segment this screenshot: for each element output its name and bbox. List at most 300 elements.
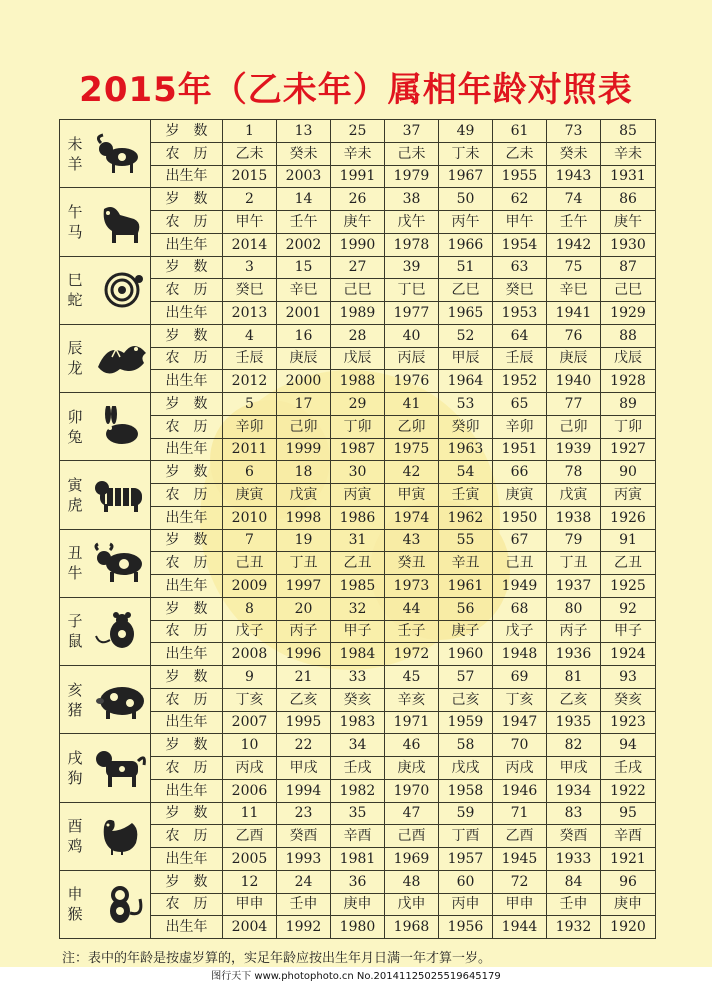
table-cell: 1959	[439, 711, 493, 734]
table-cell: 辛卯	[493, 415, 547, 438]
table-cell: 辛未	[331, 142, 385, 165]
table-cell: 1953	[493, 302, 547, 325]
table-cell: 47	[385, 802, 439, 825]
table-cell: 86	[601, 188, 656, 211]
table-cell: 37	[385, 120, 439, 143]
table-cell: 丁亥	[223, 688, 277, 711]
table-cell: 33	[331, 666, 385, 689]
zodiac-char: 狗	[67, 768, 83, 787]
table-cell: 庚寅	[493, 484, 547, 507]
row-label: 出生年	[151, 233, 223, 256]
table-cell: 1933	[547, 848, 601, 871]
table-cell: 71	[493, 802, 547, 825]
tiger-icon	[92, 474, 150, 516]
table-cell: 庚申	[601, 893, 656, 916]
table-cell: 31	[331, 529, 385, 552]
table-cell: 63	[493, 256, 547, 279]
table-cell: 39	[385, 256, 439, 279]
table-cell: 辛酉	[601, 825, 656, 848]
table-cell: 癸巳	[223, 279, 277, 302]
table-cell: 14	[277, 188, 331, 211]
table-cell: 丙午	[439, 211, 493, 234]
table-cell: 庚申	[331, 893, 385, 916]
zodiac-name	[66, 202, 84, 242]
row-label: 农 历	[151, 484, 223, 507]
table-cell: 28	[331, 324, 385, 347]
zodiac-char: 子	[67, 612, 83, 631]
table-cell: 1951	[493, 438, 547, 461]
table-cell: 2011	[223, 438, 277, 461]
table-cell: 32	[331, 597, 385, 620]
table-cell: 己丑	[493, 552, 547, 575]
table-cell: 41	[385, 393, 439, 416]
table-cell: 66	[493, 461, 547, 484]
table-cell: 43	[385, 529, 439, 552]
zodiac-name	[66, 338, 84, 378]
table-cell: 53	[439, 393, 493, 416]
row-label: 农 历	[151, 347, 223, 370]
table-cell: 1965	[439, 302, 493, 325]
table-cell: 49	[439, 120, 493, 143]
table-cell: 己亥	[439, 688, 493, 711]
table-cell: 57	[439, 666, 493, 689]
zodiac-char: 申	[67, 885, 83, 904]
zodiac-cell	[60, 597, 151, 665]
table-cell: 58	[439, 734, 493, 757]
row-label: 岁 数	[151, 597, 223, 620]
row-label: 农 历	[151, 279, 223, 302]
table-cell: 2001	[277, 302, 331, 325]
zodiac-char: 寅	[67, 475, 83, 494]
table-cell: 乙未	[493, 142, 547, 165]
table-cell: 庚辰	[547, 347, 601, 370]
zodiac-char: 鼠	[67, 632, 83, 651]
table-cell: 95	[601, 802, 656, 825]
age-row	[60, 666, 656, 689]
row-label: 农 历	[151, 415, 223, 438]
row-label: 岁 数	[151, 188, 223, 211]
table-cell: 1956	[439, 916, 493, 939]
age-row	[60, 120, 656, 143]
table-cell: 甲辰	[439, 347, 493, 370]
table-cell: 癸酉	[547, 825, 601, 848]
table-cell: 38	[385, 188, 439, 211]
table-cell: 壬寅	[439, 484, 493, 507]
table-cell: 丙戌	[493, 757, 547, 780]
table-cell: 65	[493, 393, 547, 416]
table-cell: 1989	[331, 302, 385, 325]
table-cell: 84	[547, 870, 601, 893]
table-cell: 59	[439, 802, 493, 825]
table-cell: 7	[223, 529, 277, 552]
table-cell: 34	[331, 734, 385, 757]
zodiac-name	[66, 680, 84, 720]
table-cell: 乙丑	[331, 552, 385, 575]
row-label: 岁 数	[151, 256, 223, 279]
table-cell: 20	[277, 597, 331, 620]
table-cell: 1922	[601, 779, 656, 802]
table-cell: 1991	[331, 165, 385, 188]
table-cell: 2002	[277, 233, 331, 256]
table-cell: 6	[223, 461, 277, 484]
table-cell: 75	[547, 256, 601, 279]
table-cell: 1924	[601, 643, 656, 666]
row-label: 农 历	[151, 893, 223, 916]
table-cell: 13	[277, 120, 331, 143]
table-cell: 丁卯	[331, 415, 385, 438]
table-cell: 1939	[547, 438, 601, 461]
table-cell: 2005	[223, 848, 277, 871]
table-cell: 1984	[331, 643, 385, 666]
dog-icon	[92, 747, 150, 789]
table-cell: 丙戌	[223, 757, 277, 780]
age-row	[60, 188, 656, 211]
age-row	[60, 734, 656, 757]
table-cell: 2015	[223, 165, 277, 188]
table-cell: 1954	[493, 233, 547, 256]
table-cell: 1963	[439, 438, 493, 461]
table-cell: 辛亥	[385, 688, 439, 711]
footnote: 注：表中的年龄是按虚岁算的，实足年龄应按出生年月日满一年才算一岁。	[62, 951, 492, 966]
table-cell: 戊戌	[439, 757, 493, 780]
table-cell: 2004	[223, 916, 277, 939]
table-cell: 67	[493, 529, 547, 552]
table-cell: 1928	[601, 370, 656, 393]
table-cell: 94	[601, 734, 656, 757]
row-label: 农 历	[151, 211, 223, 234]
table-cell: 戊辰	[601, 347, 656, 370]
table-cell: 1973	[385, 575, 439, 598]
zodiac-cell	[60, 393, 151, 461]
zodiac-name	[66, 407, 84, 447]
table-cell: 戊午	[385, 211, 439, 234]
table-cell: 丙辰	[385, 347, 439, 370]
table-cell: 2003	[277, 165, 331, 188]
table-cell: 25	[331, 120, 385, 143]
zodiac-char: 牛	[67, 564, 83, 583]
table-cell: 1996	[277, 643, 331, 666]
table-cell: 壬辰	[493, 347, 547, 370]
table-cell: 丁亥	[493, 688, 547, 711]
table-cell: 1974	[385, 506, 439, 529]
table-cell: 癸卯	[439, 415, 493, 438]
table-cell: 壬午	[277, 211, 331, 234]
age-row	[60, 597, 656, 620]
row-label: 岁 数	[151, 461, 223, 484]
table-cell: 2	[223, 188, 277, 211]
table-cell: 癸丑	[385, 552, 439, 575]
table-cell: 1995	[277, 711, 331, 734]
table-cell: 1957	[439, 848, 493, 871]
table-cell: 1945	[493, 848, 547, 871]
table-cell: 甲戌	[277, 757, 331, 780]
table-cell: 1960	[439, 643, 493, 666]
table-cell: 1927	[601, 438, 656, 461]
table-cell: 甲子	[601, 620, 656, 643]
row-label: 出生年	[151, 779, 223, 802]
table-cell: 癸巳	[493, 279, 547, 302]
row-label: 岁 数	[151, 324, 223, 347]
table-cell: 93	[601, 666, 656, 689]
table-cell: 23	[277, 802, 331, 825]
table-cell: 己酉	[385, 825, 439, 848]
rat-icon	[92, 610, 150, 652]
table-cell: 42	[385, 461, 439, 484]
table-cell: 1979	[385, 165, 439, 188]
table-cell: 77	[547, 393, 601, 416]
table-cell: 30	[331, 461, 385, 484]
table-cell: 68	[493, 597, 547, 620]
table-cell: 壬午	[547, 211, 601, 234]
table-cell: 1923	[601, 711, 656, 734]
row-label: 岁 数	[151, 393, 223, 416]
table-cell: 乙亥	[547, 688, 601, 711]
zodiac-char: 鸡	[67, 837, 83, 856]
table-cell: 1936	[547, 643, 601, 666]
table-cell: 35	[331, 802, 385, 825]
table-cell: 1	[223, 120, 277, 143]
table-cell: 丁丑	[277, 552, 331, 575]
table-cell: 96	[601, 870, 656, 893]
table-cell: 1921	[601, 848, 656, 871]
row-label: 出生年	[151, 916, 223, 939]
table-cell: 戊子	[493, 620, 547, 643]
table-cell: 1944	[493, 916, 547, 939]
table-cell: 1976	[385, 370, 439, 393]
age-row	[60, 529, 656, 552]
table-cell: 2010	[223, 506, 277, 529]
table-cell: 2014	[223, 233, 277, 256]
zodiac-char: 丑	[67, 544, 83, 563]
table-cell: 壬申	[547, 893, 601, 916]
table-cell: 9	[223, 666, 277, 689]
table-cell: 1988	[331, 370, 385, 393]
table-cell: 44	[385, 597, 439, 620]
table-cell: 辛酉	[331, 825, 385, 848]
table-cell: 1999	[277, 438, 331, 461]
table-cell: 88	[601, 324, 656, 347]
table-cell: 80	[547, 597, 601, 620]
zodiac-name	[66, 134, 84, 174]
table-cell: 64	[493, 324, 547, 347]
zodiac-name	[66, 748, 84, 788]
zodiac-cell	[60, 461, 151, 529]
table-cell: 庚寅	[223, 484, 277, 507]
row-label: 岁 数	[151, 802, 223, 825]
table-cell: 72	[493, 870, 547, 893]
table-cell: 1935	[547, 711, 601, 734]
table-cell: 1931	[601, 165, 656, 188]
table-cell: 1971	[385, 711, 439, 734]
table-cell: 27	[331, 256, 385, 279]
zodiac-char: 羊	[67, 154, 83, 173]
zodiac-char: 兔	[67, 427, 83, 446]
age-row	[60, 870, 656, 893]
table-cell: 丙子	[547, 620, 601, 643]
table-cell: 乙酉	[493, 825, 547, 848]
table-cell: 1985	[331, 575, 385, 598]
row-label: 出生年	[151, 370, 223, 393]
table-cell: 乙丑	[601, 552, 656, 575]
table-cell: 庚午	[331, 211, 385, 234]
table-cell: 丁丑	[547, 552, 601, 575]
table-cell: 60	[439, 870, 493, 893]
table-cell: 87	[601, 256, 656, 279]
table-cell: 1983	[331, 711, 385, 734]
table-cell: 16	[277, 324, 331, 347]
table-cell: 1992	[277, 916, 331, 939]
table-cell: 2009	[223, 575, 277, 598]
table-cell: 1997	[277, 575, 331, 598]
table-cell: 1993	[277, 848, 331, 871]
table-cell: 11	[223, 802, 277, 825]
table-cell: 1975	[385, 438, 439, 461]
row-label: 农 历	[151, 620, 223, 643]
row-label: 农 历	[151, 757, 223, 780]
table-cell: 癸酉	[277, 825, 331, 848]
zodiac-char: 龙	[67, 359, 83, 378]
table-cell: 1969	[385, 848, 439, 871]
table-cell: 己未	[385, 142, 439, 165]
row-label: 岁 数	[151, 120, 223, 143]
table-cell: 19	[277, 529, 331, 552]
zodiac-cell	[60, 324, 151, 392]
zodiac-char: 亥	[67, 680, 83, 699]
table-cell: 戊辰	[331, 347, 385, 370]
zodiac-char: 卯	[67, 407, 83, 426]
table-cell: 12	[223, 870, 277, 893]
table-cell: 24	[277, 870, 331, 893]
table-cell: 1941	[547, 302, 601, 325]
table-cell: 22	[277, 734, 331, 757]
table-cell: 庚子	[439, 620, 493, 643]
table-cell: 1994	[277, 779, 331, 802]
table-cell: 1955	[493, 165, 547, 188]
table-cell: 甲戌	[547, 757, 601, 780]
age-row	[60, 461, 656, 484]
table-cell: 1982	[331, 779, 385, 802]
table-cell: 2000	[277, 370, 331, 393]
table-cell: 1977	[385, 302, 439, 325]
table-cell: 壬申	[277, 893, 331, 916]
table-cell: 丁卯	[601, 415, 656, 438]
table-cell: 1966	[439, 233, 493, 256]
row-label: 岁 数	[151, 734, 223, 757]
page-title: 2015年（乙未年）属相年龄对照表	[79, 70, 633, 110]
table-cell: 52	[439, 324, 493, 347]
zodiac-cell	[60, 734, 151, 802]
table-cell: 戊子	[223, 620, 277, 643]
table-cell: 丙申	[439, 893, 493, 916]
table-cell: 辛未	[601, 142, 656, 165]
row-label: 农 历	[151, 552, 223, 575]
table-cell: 74	[547, 188, 601, 211]
table-cell: 丁未	[439, 142, 493, 165]
table-cell: 己卯	[547, 415, 601, 438]
table-cell: 92	[601, 597, 656, 620]
table-cell: 1946	[493, 779, 547, 802]
table-cell: 89	[601, 393, 656, 416]
table-cell: 36	[331, 870, 385, 893]
table-cell: 90	[601, 461, 656, 484]
table-cell: 乙卯	[385, 415, 439, 438]
table-cell: 1934	[547, 779, 601, 802]
table-cell: 1952	[493, 370, 547, 393]
zodiac-char: 辰	[67, 339, 83, 358]
table-cell: 5	[223, 393, 277, 416]
table-cell: 丁酉	[439, 825, 493, 848]
table-cell: 82	[547, 734, 601, 757]
row-label: 出生年	[151, 438, 223, 461]
table-cell: 庚戌	[385, 757, 439, 780]
table-cell: 癸未	[547, 142, 601, 165]
row-label: 出生年	[151, 643, 223, 666]
table-cell: 丙寅	[331, 484, 385, 507]
dragon-icon	[92, 337, 150, 379]
rabbit-icon	[92, 406, 150, 448]
table-cell: 辛巳	[277, 279, 331, 302]
table-cell: 戊寅	[277, 484, 331, 507]
age-row	[60, 324, 656, 347]
table-cell: 甲子	[331, 620, 385, 643]
age-row	[60, 802, 656, 825]
table-cell: 15	[277, 256, 331, 279]
row-label: 农 历	[151, 825, 223, 848]
table-cell: 癸亥	[331, 688, 385, 711]
age-row	[60, 256, 656, 279]
table-cell: 壬戌	[601, 757, 656, 780]
table-cell: 壬辰	[223, 347, 277, 370]
source-footer: 图行天下 www.photophoto.cn No.20141125025519645179	[0, 967, 712, 987]
table-cell: 73	[547, 120, 601, 143]
goat-icon	[92, 133, 150, 175]
table-cell: 1958	[439, 779, 493, 802]
table-cell: 1967	[439, 165, 493, 188]
table-cell: 1949	[493, 575, 547, 598]
table-cell: 1926	[601, 506, 656, 529]
table-cell: 1947	[493, 711, 547, 734]
table-cell: 2012	[223, 370, 277, 393]
table-cell: 76	[547, 324, 601, 347]
zodiac-char: 猪	[67, 700, 83, 719]
table-cell: 己卯	[277, 415, 331, 438]
zodiac-char: 猴	[67, 905, 83, 924]
zodiac-char: 马	[67, 222, 83, 241]
table-cell: 61	[493, 120, 547, 143]
table-cell: 乙亥	[277, 688, 331, 711]
row-label: 出生年	[151, 165, 223, 188]
table-cell: 1990	[331, 233, 385, 256]
table-cell: 79	[547, 529, 601, 552]
table-cell: 1920	[601, 916, 656, 939]
table-cell: 70	[493, 734, 547, 757]
table-cell: 2007	[223, 711, 277, 734]
zodiac-cell	[60, 870, 151, 938]
table-cell: 甲申	[223, 893, 277, 916]
table-cell: 1930	[601, 233, 656, 256]
table-cell: 1987	[331, 438, 385, 461]
zodiac-char: 戌	[67, 748, 83, 767]
zodiac-char: 虎	[67, 495, 83, 514]
table-cell: 1925	[601, 575, 656, 598]
table-cell: 丙寅	[601, 484, 656, 507]
row-label: 出生年	[151, 575, 223, 598]
zodiac-cell	[60, 529, 151, 597]
table-cell: 2013	[223, 302, 277, 325]
ox-icon	[92, 542, 150, 584]
row-label: 岁 数	[151, 529, 223, 552]
table-cell: 1968	[385, 916, 439, 939]
